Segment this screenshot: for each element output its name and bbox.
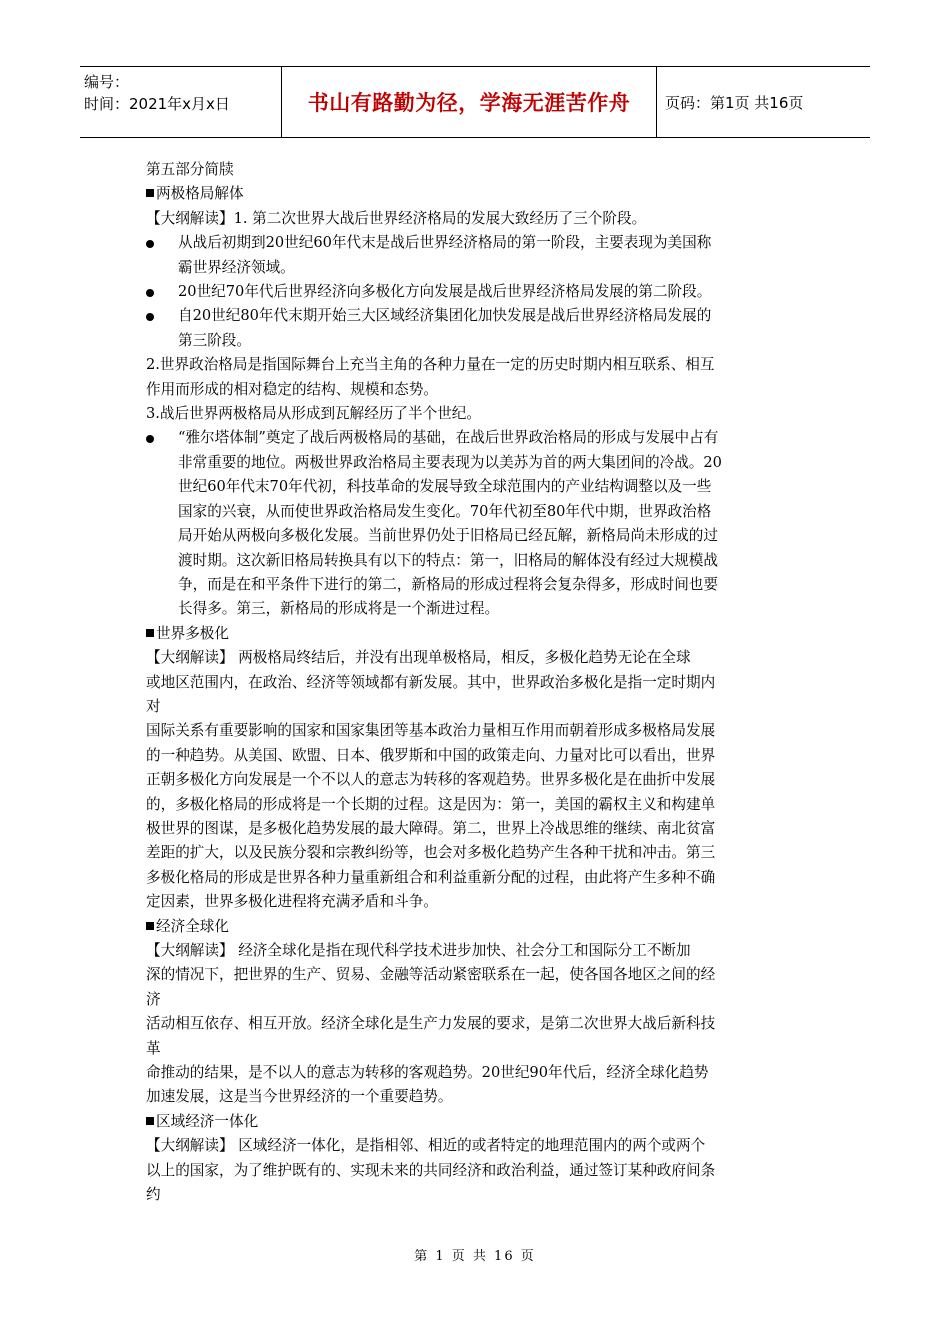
paragraph-line: 的一种趋势。从美国、欧盟、日本、俄罗斯和中国的政策走向、力量对比可以看出，世界 bbox=[146, 746, 716, 764]
paragraph-line: 2.世界政治格局是指国际舞台上充当主角的各种力量在一定的历史时期内相互联系、相互 bbox=[146, 356, 715, 374]
header-motto: 书山有路勤为径，学海无涯苦作舟 bbox=[307, 91, 631, 115]
paragraph-line: 【大纲解读】 两极格局终结后，并没有出现单极格局，相反，多极化趋势无论在全球 bbox=[146, 649, 691, 667]
paragraph-line: 加速发展，这是当今世界经济的一个重要趋势。 bbox=[146, 1088, 453, 1106]
paragraph-line: 活动相互依存、相互开放。经济全球化是生产力发展的要求，是第二次世界大战后新科技 bbox=[146, 1015, 716, 1033]
header-motto-cell bbox=[282, 67, 657, 137]
paragraph-line: 或地区范围内，在政治、经济等领域都有新发展。其中，世界政治多极化是指一定时期内 bbox=[146, 673, 716, 691]
bullet-dot-icon bbox=[146, 289, 154, 297]
bullet-dot-icon bbox=[146, 313, 154, 321]
list-item: 从战后初期到20世纪60年代末是战后世界经济格局的第一阶段，主要表现为美国称 霸世界经济领域。 bbox=[146, 231, 806, 280]
paragraph-line: 3.战后世界两极格局从形成到瓦解经历了半个世纪。 bbox=[146, 405, 481, 423]
paragraph-line: 国际关系有重要影响的国家和国家集团等基本政治力量相互作用而朝着形成多极格局发展 bbox=[146, 722, 716, 740]
paragraph-line: 正朝多极化方向发展是一个不以人的意志为转移的客观趋势。世界多极化是在曲折中发展 bbox=[146, 771, 716, 789]
paragraph-line: 多极化格局的形成是世界各种力量重新组合和利益重新分配的过程，由此将产生多种不确 bbox=[146, 868, 716, 886]
paragraph-line: 【大纲解读】1. 第二次世界大战后世界经济格局的发展大致经历了三个阶段。 bbox=[146, 209, 647, 227]
square-bullet-icon bbox=[146, 189, 154, 197]
section-heading: 经济全球化 bbox=[146, 915, 806, 939]
section-heading: 区域经济一体化 bbox=[146, 1110, 806, 1134]
section-heading: 世界多极化 bbox=[146, 622, 806, 646]
page-footer: 第 1 页 共 16 页 bbox=[414, 1249, 536, 1264]
square-bullet-icon bbox=[146, 629, 154, 637]
paragraph-line: 命推动的结果，是不以人的意志为转移的客观趋势。20世纪90年代后，经济全球化趋势 bbox=[146, 1064, 709, 1082]
paragraph-line: 【大纲解读】 经济全球化是指在现代科学技术进步加快、社会分工和国际分工不断加 bbox=[146, 942, 691, 959]
paragraph-line: 对 bbox=[146, 697, 161, 715]
paragraph-line: 作用而形成的相对稳定的结构、规模和态势。 bbox=[146, 380, 438, 398]
date-label: 时间：2021年x月x日 bbox=[84, 95, 230, 113]
list-item: 20世纪70年代后世界经济向多极化方向发展是战后世界经济格局发展的第二阶段。 bbox=[146, 280, 806, 304]
doc-title: 第五部分简牍 bbox=[146, 161, 234, 178]
paragraph-line: 济 bbox=[146, 990, 161, 1008]
page-label: 页码：第1页 共16页 bbox=[665, 93, 804, 112]
paragraph-line: 深的情况下，把世界的生产、贸易、金融等活动紧密联系在一起，使各国各地区之间的经 bbox=[146, 966, 716, 984]
square-bullet-icon bbox=[146, 922, 154, 930]
header-left-cell bbox=[80, 67, 282, 137]
header-page-cell bbox=[657, 67, 870, 137]
paragraph-line: 约 bbox=[146, 1186, 161, 1204]
paragraph-line: 定因素，世界多极化进程将充满矛盾和斗争。 bbox=[146, 893, 438, 911]
paragraph-line: 以上的国家，为了维护既有的、实现未来的共同经济和政治利益，通过签订某种政府间条 bbox=[146, 1161, 716, 1179]
paragraph-line: 革 bbox=[146, 1039, 161, 1057]
paragraph-line: 【大纲解读】 区域经济一体化，是指相邻、相近的或者特定的地理范围内的两个或两个 bbox=[146, 1137, 706, 1155]
bullet-dot-icon bbox=[146, 240, 154, 248]
list-item: “雅尔塔体制”奠定了战后两极格局的基础，在战后世界政治格局的形成与发展中占有 非常重要的地位。两极世界政治格局主要表现为以美苏为首的两大集团间的冷战。20 世纪60年代末70年代初，科技革命的发展导致全球范围内的产业结构调整以及一些 国家的兴衰，从而使世界政治格局发生变化。70年代初至80年代中期，世界政治格 局开始从两极向多极化发展。当前世界仍处于旧格局已经瓦解，新格局尚未形成的过 渡时期。这次新旧格局转换具有以下的特点：第一，旧格局的解体没有经过大规模战 争，而是在和平条件下进行的第二，新格局的形成过程将会复杂得多，形成时间也要 长得多。第三，新格局的形成将是一个渐进过程。 bbox=[146, 426, 806, 621]
number-label: 编号： bbox=[84, 73, 130, 91]
header-table bbox=[80, 66, 870, 138]
square-bullet-icon bbox=[146, 1117, 154, 1125]
list-item: 自20世纪80年代末期开始三大区域经济集团化加快发展是战后世界经济格局发展的 第三阶段。 bbox=[146, 304, 806, 353]
document-body bbox=[146, 158, 806, 1207]
paragraph-line: 差距的扩大，以及民族分裂和宗教纠纷等，也会对多极化趋势产生各种干扰和冲击。第三 bbox=[146, 844, 716, 862]
bullet-dot-icon bbox=[146, 435, 154, 443]
paragraph-line: 的，多极化格局的形成将是一个长期的过程。这是因为：第一，美国的霸权主义和构建单 bbox=[146, 795, 716, 813]
section-heading: 两极格局解体 bbox=[146, 182, 806, 206]
paragraph-line: 极世界的图谋，是多极化趋势发展的最大障碍。第二，世界上冷战思维的继续、南北贫富 bbox=[146, 819, 716, 837]
